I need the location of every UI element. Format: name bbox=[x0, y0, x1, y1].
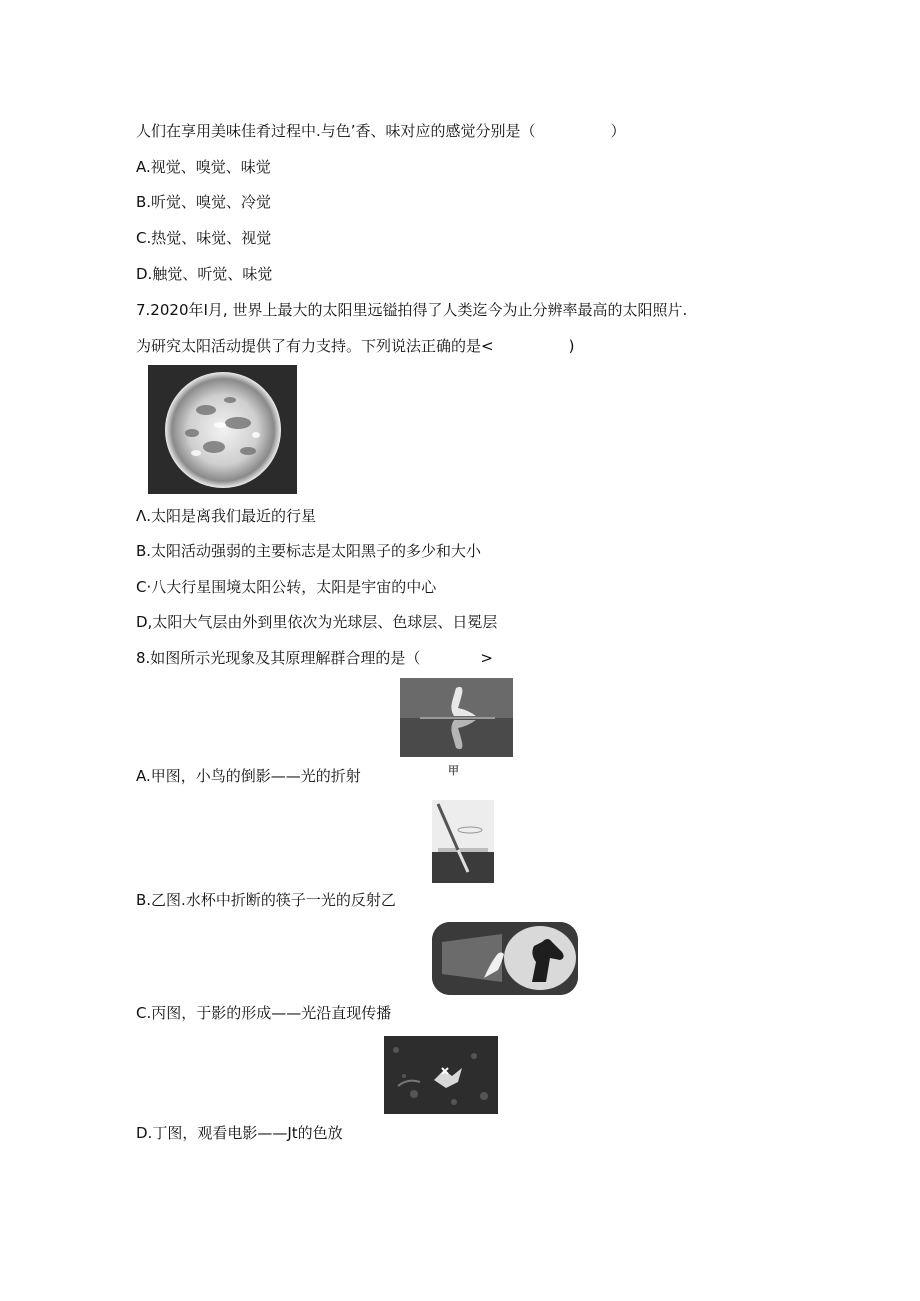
sun-illustration bbox=[148, 365, 297, 494]
question-6-option-c: C.热觉、味觉、视觉 bbox=[136, 229, 272, 247]
figure-hand-shadow bbox=[432, 922, 578, 995]
question-8-stem: 8.如图所示光现象及其原理解群合理的是（ > bbox=[136, 649, 493, 667]
question-8-option-c: C.丙图，于影的形成——光沿直现传播 bbox=[136, 1004, 392, 1022]
question-7-option-c: C·八大行星围境太阳公转，太阳是宇宙的中心 bbox=[136, 578, 437, 596]
figure-chopstick-in-water bbox=[432, 800, 494, 883]
figure-bird-reflection bbox=[400, 678, 513, 757]
question-7-option-d: D,太阳大气层由外到里依次为光球层、色球层、日冕层 bbox=[136, 613, 498, 631]
question-6-option-b: B.听觉、嗅觉、冷觉 bbox=[136, 193, 272, 211]
question-7-option-b: B.太阳活动强弱的主要标志是太阳黑子的多少和大小 bbox=[136, 542, 482, 560]
question-7-stem-line1: 7.2020年I月, 世界上最大的太阳里远镒拍得了人类迄今为止分辨率最高的太阳照片. bbox=[136, 301, 688, 319]
question-7-option-a: Λ.太阳是离我们最近的行星 bbox=[136, 507, 317, 525]
chopstick-glass-illustration bbox=[432, 800, 494, 883]
hand-shadow-illustration bbox=[432, 922, 578, 995]
question-7-stem-line2: 为研究太阳活动提供了有力支持。下列说法正确的是< ) bbox=[136, 337, 575, 355]
figure-caption-jia: 甲 bbox=[448, 764, 459, 777]
figure-movie-screen bbox=[384, 1036, 498, 1114]
question-8-option-a: A.甲图，小鸟的倒影——光的折射 bbox=[136, 767, 361, 785]
question-6-option-d: D.触觉、听觉、味觉 bbox=[136, 265, 273, 283]
question-6-option-a: A.视觉、嗅觉、味觉 bbox=[136, 158, 271, 176]
movie-projection-illustration bbox=[384, 1036, 498, 1114]
question-8-option-d: D.丁图，观看电影——Jt的色放 bbox=[136, 1124, 343, 1142]
question-8-option-b: B.乙图.水杯中折断的筷子一光的反射乙 bbox=[136, 891, 396, 909]
sun-photo bbox=[148, 365, 297, 494]
question-6-stem: 人们在享用美味佳肴过程中.与色’香、味对应的感觉分别是（ ） bbox=[136, 122, 626, 140]
bird-reflection-illustration bbox=[400, 678, 513, 757]
